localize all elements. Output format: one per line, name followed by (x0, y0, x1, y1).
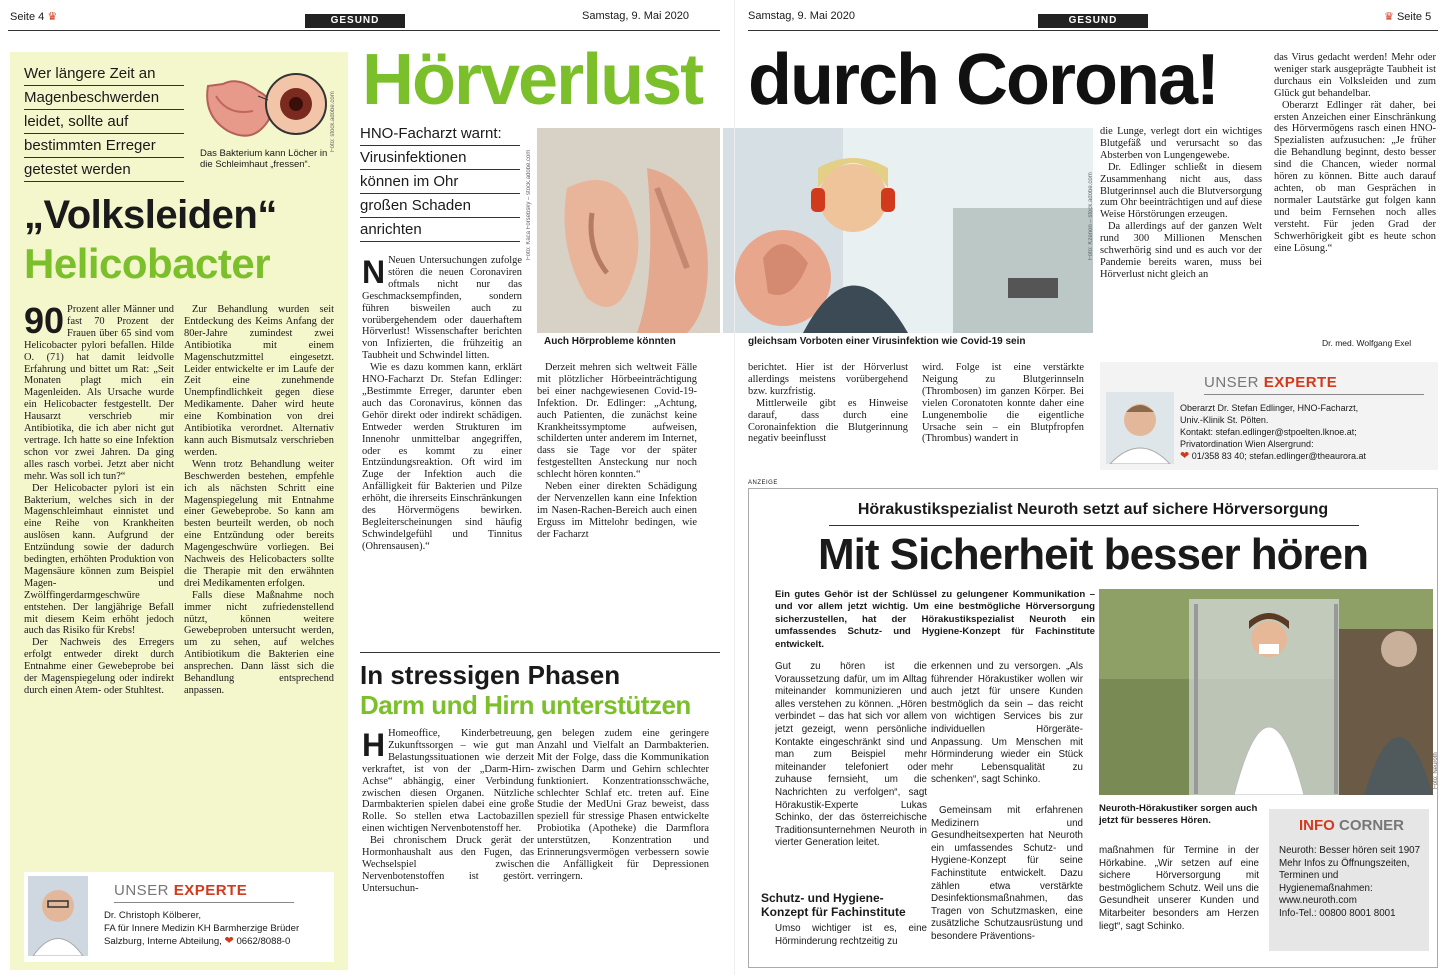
expert-label: UNSER EXPERTE (114, 882, 248, 899)
paragraph: berichtet. Hier ist der Hörverlust allerdings meistens vorübergehend bzw. kurzfristig. (748, 362, 908, 397)
expert-line: Privatordination Wien Alsergrund: (1180, 439, 1314, 449)
image-caption: Das Bakterium kann Löcher in die Schleimhaut „fressen“. (200, 148, 328, 170)
expert-line: Oberarzt Dr. Stefan Edlinger, HNO-Facharzt, (1180, 403, 1359, 413)
right-page-number: ♛ Seite 5 (1384, 11, 1432, 23)
stomach-bacterium-illustration (198, 66, 328, 146)
expert-portrait (28, 876, 88, 956)
expert-rule (1204, 394, 1424, 395)
ad-tag: ANZEIGE (748, 480, 778, 486)
paragraph: Derzeit mehren sich weltweit Fälle mit plötzlicher Hörbeeinträchtigung bei einer nachgewiesenen Covid-19-Infektion. Dr. Edlinger: „Achtung, auch Patienten, die zunächst keine Krankheitssymptome aufweisen, schilderten unter anderem im Internet, dass sie Tage vor der später festgestellten Ansteckung nur noch schlecht hören konnten.“ (537, 362, 697, 481)
info-line: Neuroth: Besser hören seit 1907 (1279, 845, 1421, 856)
helicobacter-column-2 (184, 304, 334, 864)
ad-photo-caption: Neuroth-Hörakustiker sorgen auch jetzt für besseres Hören. (1099, 803, 1258, 826)
left-section-label: GESUND (305, 14, 405, 28)
paragraph: Der Nachweis des Erregers erfolgt entweder direkt durch Entnahme einer Gewebeprobe bei der Magenspiegelung oder indirekt durch einen Atem- oder Stuhltest. (24, 637, 174, 696)
helicobacter-column-1 (24, 304, 174, 864)
right-date: Samstag, 9. Mai 2020 (748, 10, 856, 22)
teaser-line: leidet, sollte auf (24, 110, 184, 134)
hoer-column-5 (1100, 126, 1262, 352)
ear-photo (537, 128, 720, 333)
neuroth-store-photo (1099, 589, 1433, 795)
hoer-column-4 (922, 362, 1084, 472)
paragraph: Da allerdings auf der ganzen Welt rund 300 Millionen Menschen schwerhörig sind und es auch vor der Pandemie bereits waren, muss bei Hörverlust nicht gleich an (1100, 221, 1262, 280)
author-signature: Dr. med. Wolfgang Exel (1322, 338, 1412, 348)
neuroth-ad-box (748, 488, 1438, 968)
right-section-label: GESUND (1038, 14, 1148, 28)
ad-headline: Mit Sicherheit besser hören (817, 530, 1369, 579)
teaser-line: HNO-Facharzt warnt: (360, 122, 520, 146)
stress-subheadline: Darm und Hirn unterstützen (360, 690, 691, 720)
expert-name: Dr. Christoph Kölberer, (104, 910, 202, 921)
ad-subhead: Schutz- und Hygiene-Konzept für Fachinstitute (761, 891, 906, 919)
info-line: Info-Tel.: 00800 8001 8001 (1279, 907, 1396, 919)
photo-caption-1: Auch Hörprobleme könnten (544, 336, 676, 347)
teaser-line: Wer längere Zeit an (24, 62, 184, 86)
helicobacter-panel (10, 52, 348, 970)
ad-lead: Ein gutes Gehör ist der Schlüssel zu gelungener Kommunikation – und vor allem jetzt wichtig. Um eine bestmögliche Hörversorgung sicherzustellen, hat der Hörakustikspezialist Neuroth ein umfassendes Schutz- und Hygiene-Konzept für Fachinstitute entwickelt. (775, 589, 1095, 650)
headline-helicobacter: Helicobacter (24, 240, 271, 287)
info-line: www.neuroth.com (1279, 895, 1357, 907)
paragraph: Zur Behandlung wurden seit Entdeckung des Keims Anfang der 80er-Jahre zumindest zwei Antibiotika mit einem Magenschutzmittel eingesetzt. Leider entwickelte er im Laufe der Zeit eine zunehmende Unempfindlichkeit gegen diese Medikamente. Daher wird heute eine Kombination von drei Antibiotika verordnet. Alternativ kann auch Bismutsalz verschrieben werden. (184, 304, 334, 458)
ad-column-2b: Gemeinsam mit erfahrenen Medizinern und Gesundheitsexperten hat Neuroth ein umfassendes Schutz- und Hygiene-Konzept für seine Fachinstitute entwickelt. Dazu zählen etwa verstärkte Desinfektionsmaßnahmen, das Tragen von Schutzmasken, eine zusätzliche Schutzausrüstung und besondere Präventions- (931, 805, 1083, 942)
info-corner (1269, 809, 1429, 951)
photo-credit: Foto: Kzenon – stock.adobe.com (1088, 172, 1094, 260)
expert-line: ❤ 01/358 83 40; stefan.edlinger@theaurora.at (1180, 450, 1366, 462)
ad-kicker-rule (829, 525, 1359, 526)
left-page-number: Seite 4 ♛ (10, 11, 58, 23)
hearing-test-photo (723, 128, 1093, 333)
info-line: Mehr Infos zu Öffnungszeiten, Terminen und Hygienemaßnahmen: (1279, 857, 1410, 894)
teaser-line: anrichten (360, 218, 520, 242)
ad-column-1: Gut zu hören ist die Voraussetzung dafür, um im Alltag miteinander kommunizieren und alles verstehen zu können. „Hören verbindet – das hat sich vor allem jetzt gezeigt, wenn persönliche Kontakte eingeschränkt sind und man zum Beispiel mehr miteinander telefoniert oder zuhause fernsieht, um die Nachrichten zu verfolgen“, sagt Hörakustik-Experte Lukas Schinko, der das österreichische Traditionsunternehmen Neuroth in vierter Generation leitet. (775, 661, 927, 849)
expert-box-kolberer (24, 872, 334, 962)
paragraph: Wie es dazu kommen kann, erklärt HNO-Facharzt Dr. Stefan Edlinger: „Bestimmte Erreger, darunter eben auch das Coronavirus, können das Gehör direkt oder indirekt schädigen. Entweder werden Strukturen im Innenohr unmittelbar angegriffen, oder es kommt zu einer Entzündungsreaktion. Oft wird im Zuge der Infektion auch die Anfälligkeit für Bakterien und Pilze erhöht, die ihrerseits Einschränkungen des Hörvermögens bewirken. Begleiterscheinungen sind häufig Schwindelgefühl und Tinnitus (Ohrensausen).“ (362, 362, 522, 552)
teaser-line: können im Ohr (360, 170, 520, 194)
expert-box-edlinger (1100, 362, 1438, 470)
paragraph: Bei chronischem Druck gerät der Hormonhaushalt aus den Fugen, das Wechselspiel zwischen Nervenbotenstoffen ist gestört. Untersuchun- (362, 835, 534, 894)
teaser-line: bestimmten Erreger (24, 134, 184, 158)
paragraph: Neben einer direkten Schädigung der Nervenzellen kann eine Infektion im Nasen-Rachen-Bereich auch einen Erguss im Mittelohr bedingen, wie der Facharzt (537, 481, 697, 540)
paragraph: das Virus gedacht werden! Mehr oder weniger stark ausgeprägte Taubheit ist durchaus ein Volksleiden und zum Glück gut behandelbar. (1274, 52, 1436, 99)
headline-volksleiden: „Volksleiden“ (24, 193, 277, 237)
paragraph: gen belegen zudem eine geringere Anzahl und Vielfalt an Darmbakterien. Mit der Folge, dass die Kommunikation zwischen Darm und Gehirn schlechter funktioniert. Konzentrationsschwäche, schlechter Schlaf etc. treten auf. Eine Studie der MedUni Graz beweist, dass speziell für stressige Phasen entwickelte Probiotika (Apotheke) die Darmflora unterstützen, Konzentration und Erinnerungsvermögen verbessern sowie die Anfälligkeit für Depressionen verringern. (537, 728, 709, 882)
hoer-column-6 (1274, 52, 1436, 340)
teaser-line: Virusinfektionen (360, 146, 520, 170)
expert-details (1180, 402, 1436, 462)
expert-line: Salzburg, Interne Abteilung, ❤ 0662/8088-0 (104, 935, 291, 947)
expert-label: UNSER EXPERTE (1204, 374, 1338, 391)
header-rule-right (748, 30, 1438, 31)
ad-column-2: erkennen und zu versorgen. „Als führender Hörakustiker wollen wir auch jetzt für unsere Kunden bestmöglich da sein – das reicht von wichtigen Services bis zur individuellen Hörgeräte-Anpassung. Um Menschen mit Hörminderung wieder ein Stück mehr Lebensqualität zu schenken“, sagt Schinko. (931, 661, 1083, 786)
photo-caption-2: gleichsam Vorboten einer Virusinfektion wie Covid-19 sein (748, 336, 1026, 347)
hoer-column-1: N Neuen Untersuchungen zufolge stören die neuen Coronaviren oftmals nicht nur das Geschmacksempfinden, sondern führen bisweilen auch zu vorübergehendem oder dauerhaftem Hörverlust! Wissenschafter berichten von Infizierten, die frühzeitig an Taubheit und Schwindel litten. Wie es dazu kommen kann, erklärt HNO-Facharzt Dr. Stefan Edlinger: „Bestimmte Erreger, darunter eben auch das Coronavirus, können das Gehör direkt oder indirekt schädigen. Entweder werden Strukturen im Innenohr unmittelbar angegriffen, oder es kommt zu einer Entzündungsreaktion. Oft wird im Zuge der Infektion auch die Anfälligkeit für Bakterien und Pilze erhöht, die ihrerseits Einschränkungen des Hörvermögens bewirken. Begleiterscheinungen sind häufig Schwindelgefühl und Tinnitus (Ohrensausen).“ (362, 255, 522, 552)
teaser-line: Magenbeschwerden (24, 86, 184, 110)
photo-credit: Foto: stock.adobe.com (330, 91, 336, 152)
paragraph: Neuen Untersuchungen zufolge stören die neuen Coronaviren oftmals nicht nur das Geschmacksempfinden, sondern führen bisweilen auch zu vorübergehendem oder dauerhaftem Hörverlust! Wissenschafter berichten von Infizierten, die frühzeitig an Taubheit und Schwindel litten. (362, 255, 522, 362)
expert-rule (114, 902, 294, 903)
paragraph: Oberarzt Edlinger rät daher, bei ersten Anzeichen einer Einschränkung des Hörvermögens rasch einen HNO-Spezialisten aufzusuchen: „Je früher die Behandlung beginnt, desto besser sind die Chancen, wieder normal hören zu können. Bitte auch darauf achten, ob man Gesprächen in normaler Lautstärke gut folgen kann und beim Fernsehen noch alles versteht. Für jeden Grad der Schwerhörigkeit gibt es heute schon eine Lösung.“ (1274, 99, 1436, 254)
left-date: Samstag, 9. Mai 2020 (582, 10, 690, 22)
paragraph: Mittlerweile gibt es Hinweise darauf, dass durch eine Coronainfektion die Blutgerinnung negativ beeinflusst (748, 397, 908, 445)
expert-details (104, 910, 334, 949)
teaser-line: getestet werden (24, 158, 184, 182)
info-corner-text (1279, 845, 1423, 921)
expert-portrait (1106, 392, 1174, 464)
hoer-column-3 (748, 362, 908, 472)
paragraph: wird. Folge ist eine verstärkte Neigung zu Blutgerinnseln (Thrombosen) im ganzen Körper. Bei vielen Coronatoten konnte daher eine Lungenembolie die eigentliche Ursache sein – ein Blutpfropfen (Thrombus) wandert in (922, 362, 1084, 445)
paragraph: Falls diese Maßnahme noch immer nicht zufriedenstellend nützt, können weitere Gewebeproben untersucht werden, um zu sehen, auf welches Antibiotikum die Bakterien eine ansprechen. Dann lässt sich die Behandlung entsprechend anpassen. (184, 589, 334, 696)
helicobacter-teaser (24, 62, 184, 182)
stress-rule (360, 652, 720, 653)
paragraph: Wenn trotz Behandlung weiter Beschwerden bestehen, empfehle ich als nächsten Schritt eine Magenspiegelung mit Entnahme einer Gewebeprobe. So kann am besten beurteilt werden, ob noch eine Entzündung oder bereits Magengeschwüre vorliegen. Bei Nachweis des Helicobacters sollte die Therapie mit den erwähnten drei Medikamenten erfolgen. (184, 458, 334, 589)
teaser-line: großen Schaden (360, 194, 520, 218)
photo-credit: Foto: Kaca Forsebsky – stock.adobe.com (526, 149, 532, 260)
stress-column-1: H Homeoffice, Kinderbetreuung, Zukunftssorgen – wie gut man Belastungssituationen wie derzeit verkraftet, ist von der „Darm-Hirn-Achse“ abhängig, einer Verbindung zwischen diesen Organen. Nützliche Darmbakterien spielen dabei eine große Rolle. So stellen etwa Lactobazillen einen wichtigen Nervenbotenstoff her. Bei chronischem Druck gerät der Hormonhaushalt aus den Fugen, das Wechselspiel zwischen Nervenbotenstoffen ist gestört. Untersuchun- (362, 728, 534, 894)
hoer-column-2 (537, 362, 697, 642)
header-rule-left (8, 30, 720, 31)
paragraph: Prozent aller Männer und fast 70 Prozent der Frauen über 65 sind vom Helicobacter pylori befallen. Hilde O. (71) hat damit leidvolle Erfahrung und bittet um Rat: „Seit Monaten plagt mich ein Magenleiden. Als Ursache wurde ein Helicobacter festgestellt. Der Hausarzt verschrieb mir Antibiotika, die ich aber nicht gut vertrage. Ich hatte so eine Infektion schon vor zwei Jahren. Da ging alles rasch vorbei. Jetzt aber nicht mehr. Was soll ich tun?“ (24, 304, 174, 482)
expert-line: Univ.-Klinik St. Pölten. (1180, 415, 1269, 425)
ad-column-3: maßnahmen für Termine in der Hörkabine. „Wir setzen auf eine sichere Hörversorgung mit bestmöglichem Schutz. Weil uns die Gesundheit unserer Kunden und Mitarbeiter besonders am Herzen liegt“, sagt Schinko. (1099, 845, 1259, 932)
paragraph: Homeoffice, Kinderbetreuung, Zukunftssorgen – wie gut man Belastungssituationen wie derzeit verkraftet, ist von der „Darm-Hirn-Achse“ abhängig, einer Verbindung zwischen diesen Organen. Nützliche Darmbakterien spielen dabei eine große Rolle. So stellen etwa Lactobazillen einen wichtigen Nervenbotenstoff her. (362, 728, 534, 835)
paragraph: Der Helicobacter pylori ist ein Bakterium, welches sich in der Magenschleimhaut einnistet und eine Reihe von Krankheiten auslösen kann. Aufgrund der Entzündung sowie der dadurch bedingten, erhöhten Produktion von Magensäure können zum Beispiel Magen- und Zwölffingerdarmgeschwüre entstehen. Der langjährige Befall mit diesem Keim erhöht jedoch auch das Risiko für Krebs! (24, 482, 174, 637)
stress-column-2 (537, 728, 709, 956)
paragraph: die Lunge, verlegt dort ein wichtiges Blutgefäß und verursacht so das Absterben von Lungengewebe. (1100, 126, 1262, 161)
hoer-teaser (360, 122, 520, 242)
ad-kicker: Hörakustikspezialist Neuroth setzt auf sichere Hörversorgung (857, 501, 1329, 518)
stress-headline: In stressigen Phasen (360, 660, 621, 690)
ad-column-1b: Umso wichtiger ist es, eine Hörminderung rechtzeitig zu (775, 923, 927, 947)
headline-hoerverlust: Hörverlust (362, 40, 703, 120)
info-corner-label: INFO CORNER (1299, 817, 1405, 834)
expert-line: Kontakt: stefan.edlinger@stpoelten.lknoe.at; (1180, 427, 1357, 437)
page-gutter (734, 0, 735, 975)
expert-line: FA für Innere Medizin KH Barmherzige Brüder (104, 922, 300, 934)
lead-number: 90 (24, 304, 65, 341)
paragraph: Dr. Edlinger schließt in diesem Zusammenhang nicht aus, dass Blutgerinnsel auch die Blutversorgung zum Ohr beeinträchtigen und auf diese Weise Hörstörungen erzeugen. (1100, 161, 1262, 221)
headline-durch-corona: durch Corona! (748, 40, 1218, 120)
photo-credit: Foto: Neuroth (1433, 752, 1439, 789)
